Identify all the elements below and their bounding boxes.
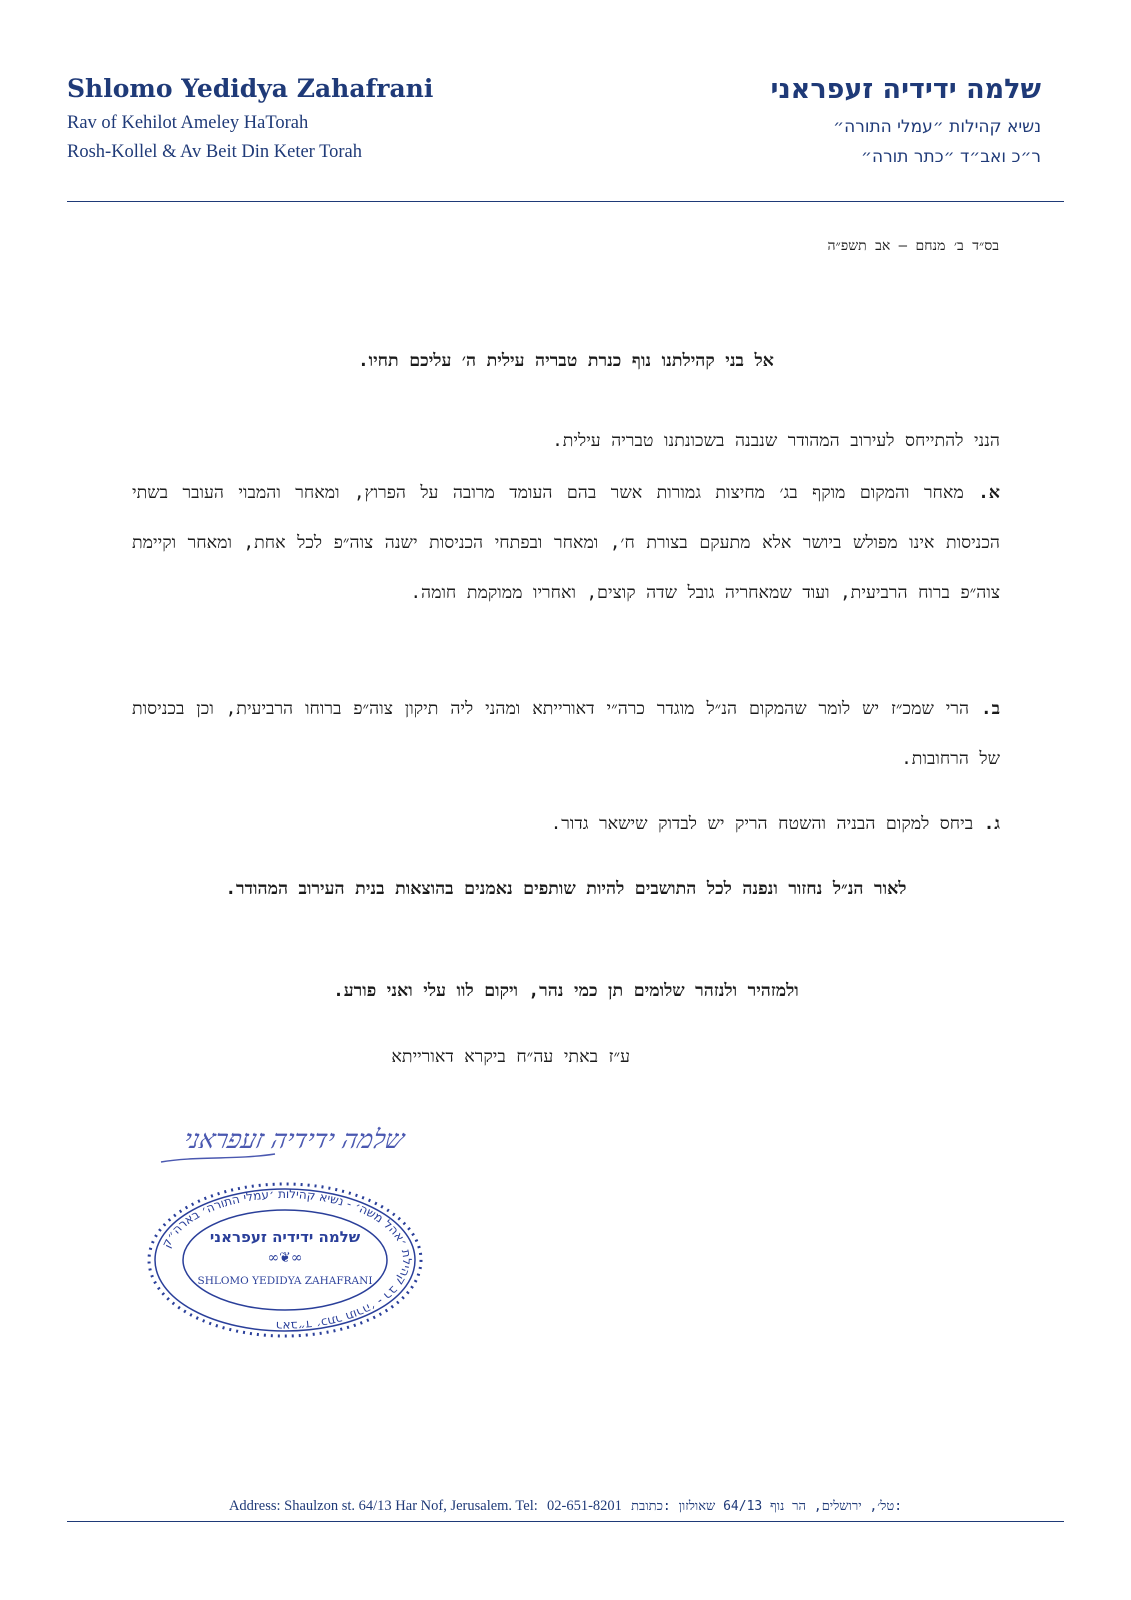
point-b-label: ב. bbox=[981, 699, 1001, 719]
footer-phone: 02-651-8201 bbox=[546, 1498, 622, 1514]
footer-divider bbox=[67, 1521, 1064, 1522]
letter-date: בס״ד ב׳ מנחם – אב תשפ״ה bbox=[827, 238, 999, 254]
english-name: Shlomo Yedidya Zahafrani bbox=[67, 74, 434, 103]
english-title-1: Rav of Kehilot Ameley HaTorah bbox=[67, 113, 309, 133]
conclusion-paragraph: לאור הנ״ל נחזור ונפנה לכל התושבים להיות שותפים נאמנים בהוצאות בנית העירוב המהודר. bbox=[225, 879, 907, 899]
hebrew-name: שלמה ידידיה זעפראני bbox=[770, 74, 1041, 105]
letterhead-hebrew bbox=[621, 74, 1041, 167]
stamp-inner-english: SHLOMO YEDIDYA ZAHAFRANI bbox=[197, 1275, 373, 1287]
blessing-line: ולמזהיר ולנזהר שלומים תן כמי נהר, ויקום לוו עלי ואני פורע. bbox=[333, 981, 799, 1001]
signature-stroke bbox=[161, 1154, 275, 1162]
footer-address-hebrew: :טל׳, ירושלים, הר נוף 64/13 שאולזון :כתובת bbox=[631, 1499, 903, 1514]
addressee-line: אל בני קהילתנו נוף כנרת טבריה עילית ה׳ עליכם תחיו. bbox=[358, 351, 774, 371]
stamp-inner-hebrew: שלמה ידידיה זעפראני bbox=[209, 1228, 361, 1246]
point-a-text: מאחר והמקום מוקף בג׳ מחיצות גמורות אשר בהם העומד מרובה על הפרוץ, ומאחר והמבוי העובר בשתי הכניסות אינו מפולש ביושר אלא מתעקם בצורת ח׳, ומאחר ובפתחי הכניסות ישנה צוה״פ לכל אחת, ומאחר וקיימת צוה״פ ברוח הרביעית, ועוד שמאחריה גובל שדה קוצים, ואחריו ממוקמת חומה. bbox=[132, 483, 1000, 603]
handwritten-signature bbox=[155, 1110, 425, 1170]
point-a-paragraph bbox=[132, 468, 1000, 618]
point-c-label: ג. bbox=[983, 814, 1000, 834]
stamp-outer-text: ראב״ד ׳כתר תורה׳ - רב קהילת ׳אהל משה׳ - נשיא קהילות ׳עמלי התורה׳ בארה״ק bbox=[158, 1186, 415, 1334]
footer-address-english: Address: Shaulzon st. 64/13 Har Nof, Jerusalem. Tel: bbox=[228, 1498, 538, 1514]
footer-address bbox=[0, 1498, 1131, 1515]
english-title-2: Rosh-Kollel & Av Beit Din Keter Torah bbox=[67, 142, 363, 162]
closing-text: ע״ז באתי עה״ח ביקרא דאורייתא bbox=[391, 1047, 630, 1067]
point-c-paragraph bbox=[132, 799, 1000, 849]
point-c-text: ביחס למקום הבניה והשטח הריק יש לבדוק שישאר גדור. bbox=[550, 814, 974, 834]
intro-paragraph: הנני להתייחס לעירוב המהודר שנבנה בשכונתנו טבריה עילית. bbox=[552, 431, 1000, 451]
point-b-paragraph bbox=[132, 684, 1000, 784]
letterhead-english bbox=[67, 74, 487, 163]
point-b-text: הרי שמכ״ז יש לומר שהמקום הנ״ל מוגדר כרה״י דאורייתא ומהני ליה תיקון צוה״פ ברוחו הרביעית, וכן בכניסות של הרחובות. bbox=[132, 699, 1000, 769]
official-stamp bbox=[145, 1180, 425, 1340]
closing-line bbox=[132, 1046, 1000, 1067]
letterhead-divider bbox=[67, 201, 1064, 202]
hebrew-title-2: ר״כ ואב״ד ״כתר תורה״ bbox=[861, 147, 1041, 167]
point-a-label: א. bbox=[978, 483, 1000, 503]
signature-ink: שלמה ידידיה זעפראני bbox=[181, 1125, 407, 1155]
stamp-ornament: ∞❦∞ bbox=[267, 1250, 303, 1266]
hebrew-title-1: נשיא קהילות ״עמלי התורה״ bbox=[833, 117, 1041, 137]
